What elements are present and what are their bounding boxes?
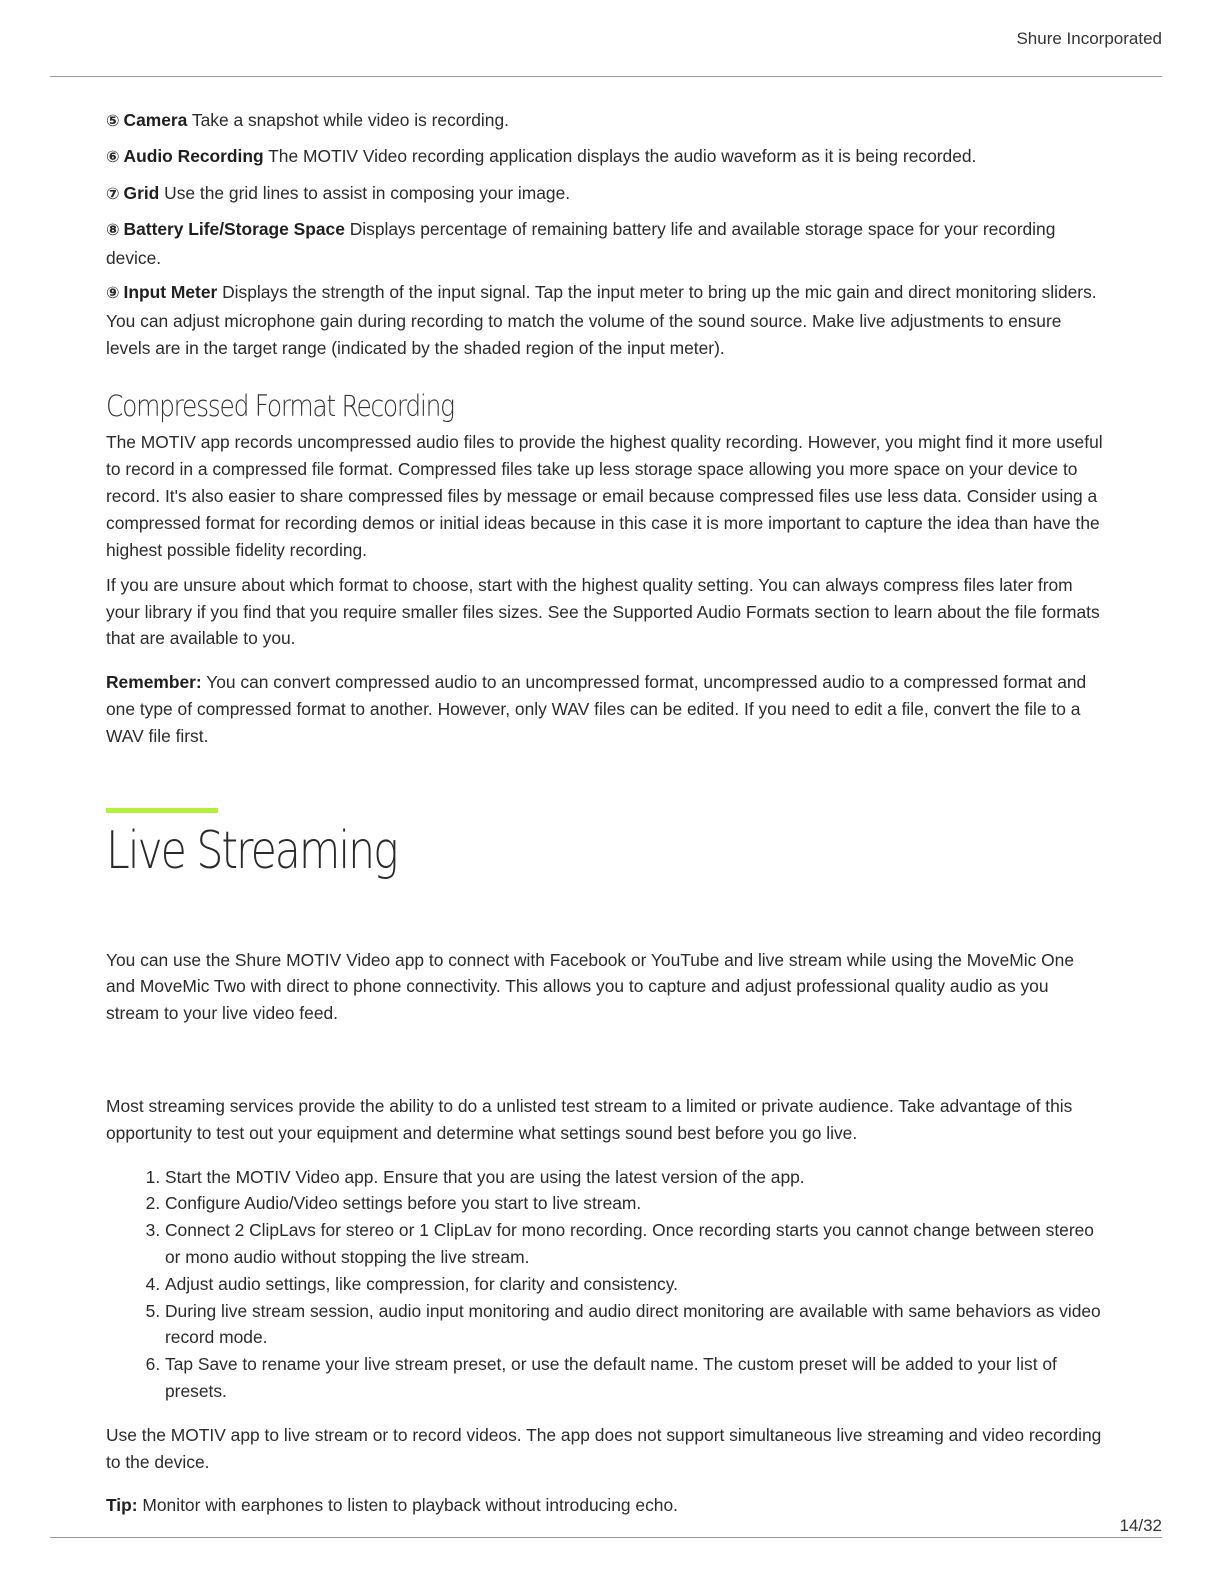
list-item: 1. Start the MOTIV Video app. Ensure that you are using the latest version of the app. xyxy=(165,1164,1106,1191)
list-item: 4. Adjust audio settings, like compression, for clarity and consistency. xyxy=(165,1271,1106,1298)
list-item-input-meter xyxy=(106,279,1106,361)
item-text: Take a snapshot while video is recording. xyxy=(187,110,509,130)
compressed-paragraph-2: If you are unsure about which format to choose, start with the highest quality setting. You can always compress files later from your library if you find that you require smaller files sizes. See the Supported Audio Formats section to learn about the file formats that are available to you. xyxy=(106,574,1100,649)
number-eight-icon: ⑧ xyxy=(106,221,120,239)
footer-divider xyxy=(50,1537,1162,1538)
tip-note xyxy=(106,1492,1106,1519)
section-heading-live-streaming: Live Streaming xyxy=(106,820,397,881)
list-item-camera xyxy=(106,107,1106,136)
header-divider xyxy=(50,76,1162,77)
remember-label: Remember: xyxy=(106,672,202,693)
list-item: 5. During live stream session, audio input monitoring and audio direct monitoring are available with same behaviors as video record mode. xyxy=(165,1298,1106,1352)
tip-text: Monitor with earphones to listen to playback without introducing echo. xyxy=(137,1495,678,1516)
section-heading-compressed: Compressed Format Recording xyxy=(106,389,454,424)
item-term: Audio Recording xyxy=(123,146,264,167)
list-item: 3. Connect 2 ClipLavs for stereo or 1 ClipLav for mono recording. Once recording starts you cannot change between stereo or mono audio without stopping the live stream. xyxy=(165,1217,1106,1271)
item-text: Use the grid lines to assist in composing your image. xyxy=(159,182,571,203)
tip-label: Tip: xyxy=(106,1495,138,1516)
live-intro-paragraph: You can use the Shure MOTIV Video app to connect with Facebook or YouTube and live stream while using the MoveMic One and MoveMic Two with direct to phone connectivity. This allows you to capture and adjust professional quality audio as you stream to your live video feed. xyxy=(106,949,1074,1024)
live-test-stream-paragraph: Most streaming services provide the ability to do a unlisted test stream to a limited or private audience. Take advantage of this opportunity to test out your equipment and determine what settings sound best before you go live. xyxy=(106,1096,1073,1143)
page-content xyxy=(106,107,1106,1519)
page-number: 14/32 xyxy=(1119,1516,1162,1535)
item-term: Battery Life/Storage Space xyxy=(123,218,345,239)
item-text: Displays the strength of the input signal. Tap the input meter to bring up the mic gain and direct monitoring sliders. You can adjust microphone gain during recording to match the volume of the sound source. Make live adjustments to ensure levels are in the target range (indicated by the shaded region of the input meter). xyxy=(106,281,1097,358)
number-seven-icon: ⑦ xyxy=(106,185,120,203)
list-item-battery-storage xyxy=(106,216,1106,272)
page-header-company: Shure Incorporated xyxy=(1016,29,1162,48)
list-item: 6. Tap Save to rename your live stream preset, or use the default name. The custom preset will be added to your list of presets. xyxy=(165,1351,1106,1405)
item-term: Grid xyxy=(123,182,160,203)
list-item-grid xyxy=(106,180,1106,209)
item-text: The MOTIV Video recording application displays the audio waveform as it is being recorded. xyxy=(263,146,977,167)
live-after-paragraph: Use the MOTIV app to live stream or to record videos. The app does not support simultaneous live streaming and video recording to the device. xyxy=(106,1424,1102,1472)
list-item-audio-recording xyxy=(106,143,1106,172)
section-accent-bar xyxy=(106,808,218,813)
number-six-icon: ⑥ xyxy=(106,149,120,167)
live-steps-list xyxy=(106,1164,1106,1405)
remember-note xyxy=(106,669,1106,749)
number-nine-icon: ⑨ xyxy=(106,284,120,302)
compressed-paragraph-1: The MOTIV app records uncompressed audio files to provide the highest quality recording. However, you might find it more useful to record in a compressed file format. Compressed files take up less storage space allowing you more space on your device to record. It's also easier to share compressed files by message or email because compressed files use less data. Consider using a compressed format for recording demos or initial ideas because in this case it is more important to capture the idea than have the highest possible fidelity recording. xyxy=(106,432,1103,560)
item-term: Camera xyxy=(123,110,188,130)
item-text: Displays percentage of remaining battery life and available storage space for your recording device. xyxy=(106,218,1056,268)
item-term: Input Meter xyxy=(123,281,218,302)
number-five-icon: ⑤ xyxy=(106,113,120,130)
remember-text: You can convert compressed audio to an uncompressed format, uncompressed audio to a compressed format and one type of compressed format to another. However, only WAV files can be edited. If you need to edit a file, convert the file to a WAV file first. xyxy=(106,672,1087,746)
list-item: 2. Configure Audio/Video settings before you start to live stream. xyxy=(165,1190,1106,1217)
